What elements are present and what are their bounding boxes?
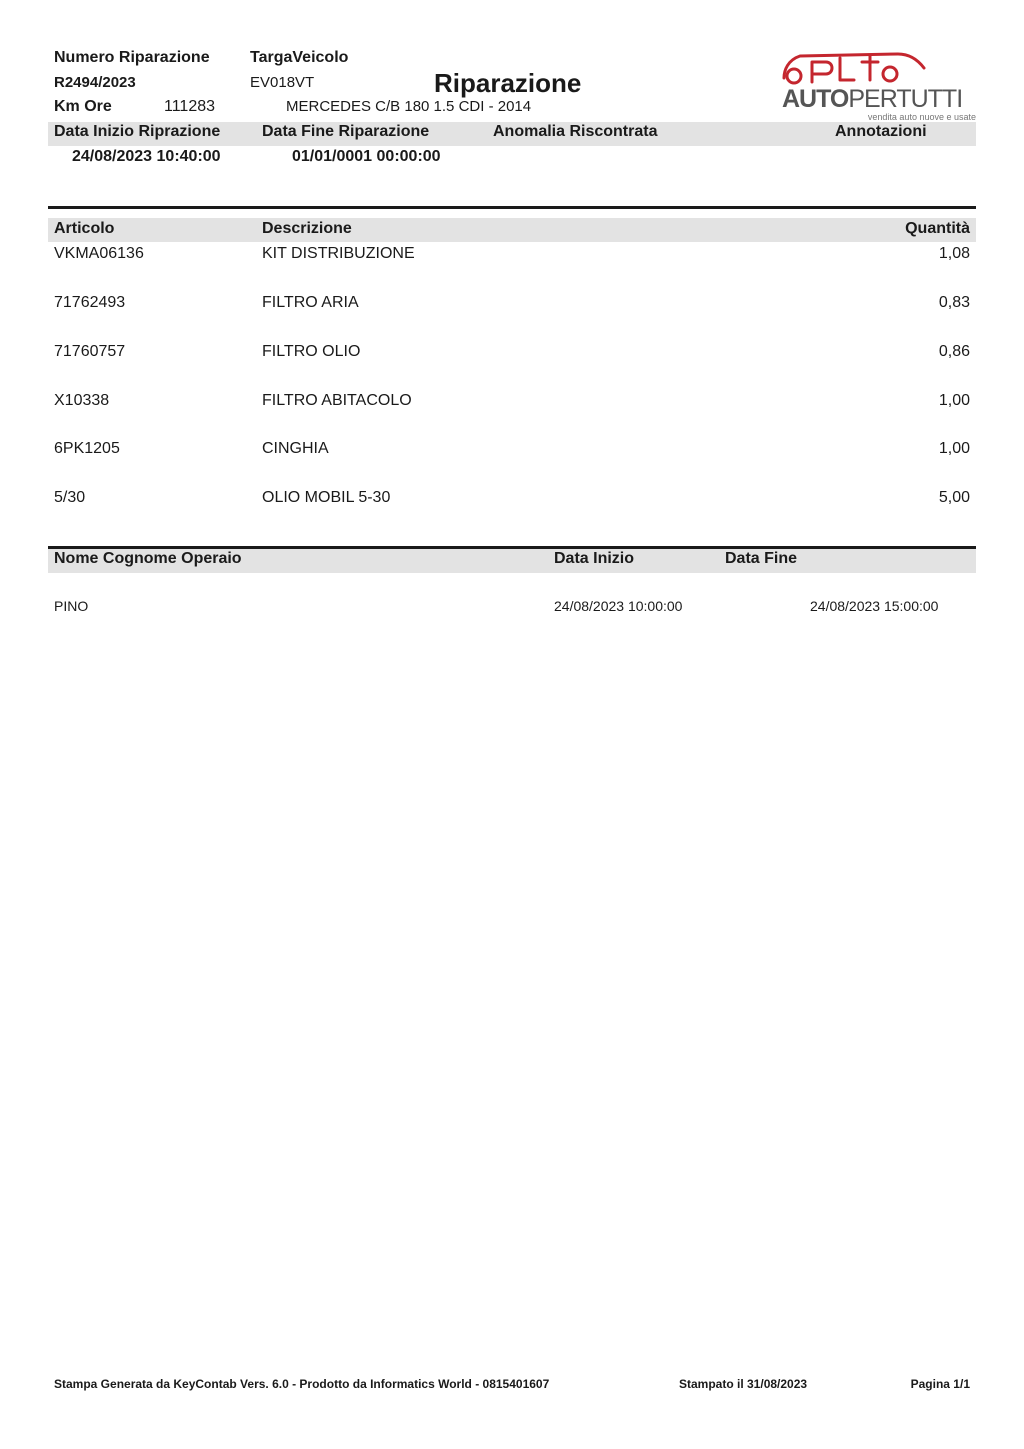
vehicle-description: MERCEDES C/B 180 1.5 CDI - 2014 <box>286 98 532 115</box>
footer-printed-date: Stampato il 31/08/2023 <box>679 1377 808 1391</box>
descrizione-column-header: Descrizione <box>262 220 352 237</box>
company-logo <box>778 48 978 124</box>
logo-brand-auto: AUTO <box>782 85 849 113</box>
articolo-code: VKMA06136 <box>54 245 144 262</box>
footer-generated: Stampa Generata da KeyContab Vers. 6.0 - Prodotto da Informatics World - 0815401607 <box>54 1377 550 1391</box>
articolo-description: CINGHIA <box>262 440 329 457</box>
articolo-quantity: 1,00 <box>938 392 970 409</box>
articolo-quantity: 0,83 <box>938 294 970 311</box>
targa-veicolo-label: TargaVeicolo <box>250 49 349 66</box>
articolo-quantity: 0,86 <box>938 343 970 360</box>
data-inizio-header: Data Inizio Riprazione <box>54 123 221 140</box>
articolo-code: 5/30 <box>54 489 86 506</box>
articoli-divider <box>48 206 976 209</box>
data-fine-value: 01/01/0001 00:00:00 <box>292 148 441 165</box>
articolo-quantity: 5,00 <box>938 489 970 506</box>
anomalia-header: Anomalia Riscontrata <box>493 123 658 140</box>
nome-operaio-header: Nome Cognome Operaio <box>54 550 242 567</box>
articolo-description: OLIO MOBIL 5-30 <box>262 489 391 506</box>
articolo-code: 6PK1205 <box>54 440 120 457</box>
articolo-code: 71760757 <box>54 343 126 360</box>
articolo-quantity: 1,00 <box>938 440 970 457</box>
numero-riparazione-value: R2494/2023 <box>54 74 136 91</box>
logo-brand-pertutti: PERTUTTI <box>848 85 963 113</box>
footer-page-number: Pagina 1/1 <box>910 1377 970 1391</box>
km-ore-value: 111283 <box>164 98 216 115</box>
articolo-description: FILTRO OLIO <box>262 343 361 360</box>
articolo-code: 71762493 <box>54 294 126 311</box>
page-title: Riparazione <box>434 68 582 98</box>
targa-veicolo-value: EV018VT <box>250 74 315 91</box>
data-inizio-operaio-header: Data Inizio <box>554 550 635 567</box>
annotazioni-header: Annotazioni <box>835 123 927 140</box>
articolo-column-header: Articolo <box>54 220 115 237</box>
numero-riparazione-label: Numero Riparazione <box>54 49 210 66</box>
logo-tagline: vendita auto nuove e usate <box>867 112 976 122</box>
articolo-description: FILTRO ABITACOLO <box>262 392 412 409</box>
car-logo-icon <box>778 48 978 88</box>
data-fine-operaio-header: Data Fine <box>725 550 798 567</box>
quantita-column-header: Quantità <box>905 220 970 237</box>
articolo-description: KIT DISTRIBUZIONE <box>262 245 415 262</box>
articolo-code: X10338 <box>54 392 110 409</box>
articolo-description: FILTRO ARIA <box>262 294 359 311</box>
data-fine-header: Data Fine Riparazione <box>262 123 430 140</box>
articolo-quantity: 1,08 <box>938 245 970 262</box>
data-inizio-value: 24/08/2023 10:40:00 <box>72 148 221 165</box>
operaio-data-inizio: 24/08/2023 10:00:00 <box>554 598 683 614</box>
operaio-name: PINO <box>54 598 89 614</box>
operaio-data-fine: 24/08/2023 15:00:00 <box>810 598 939 614</box>
km-ore-label: Km Ore <box>54 98 112 115</box>
